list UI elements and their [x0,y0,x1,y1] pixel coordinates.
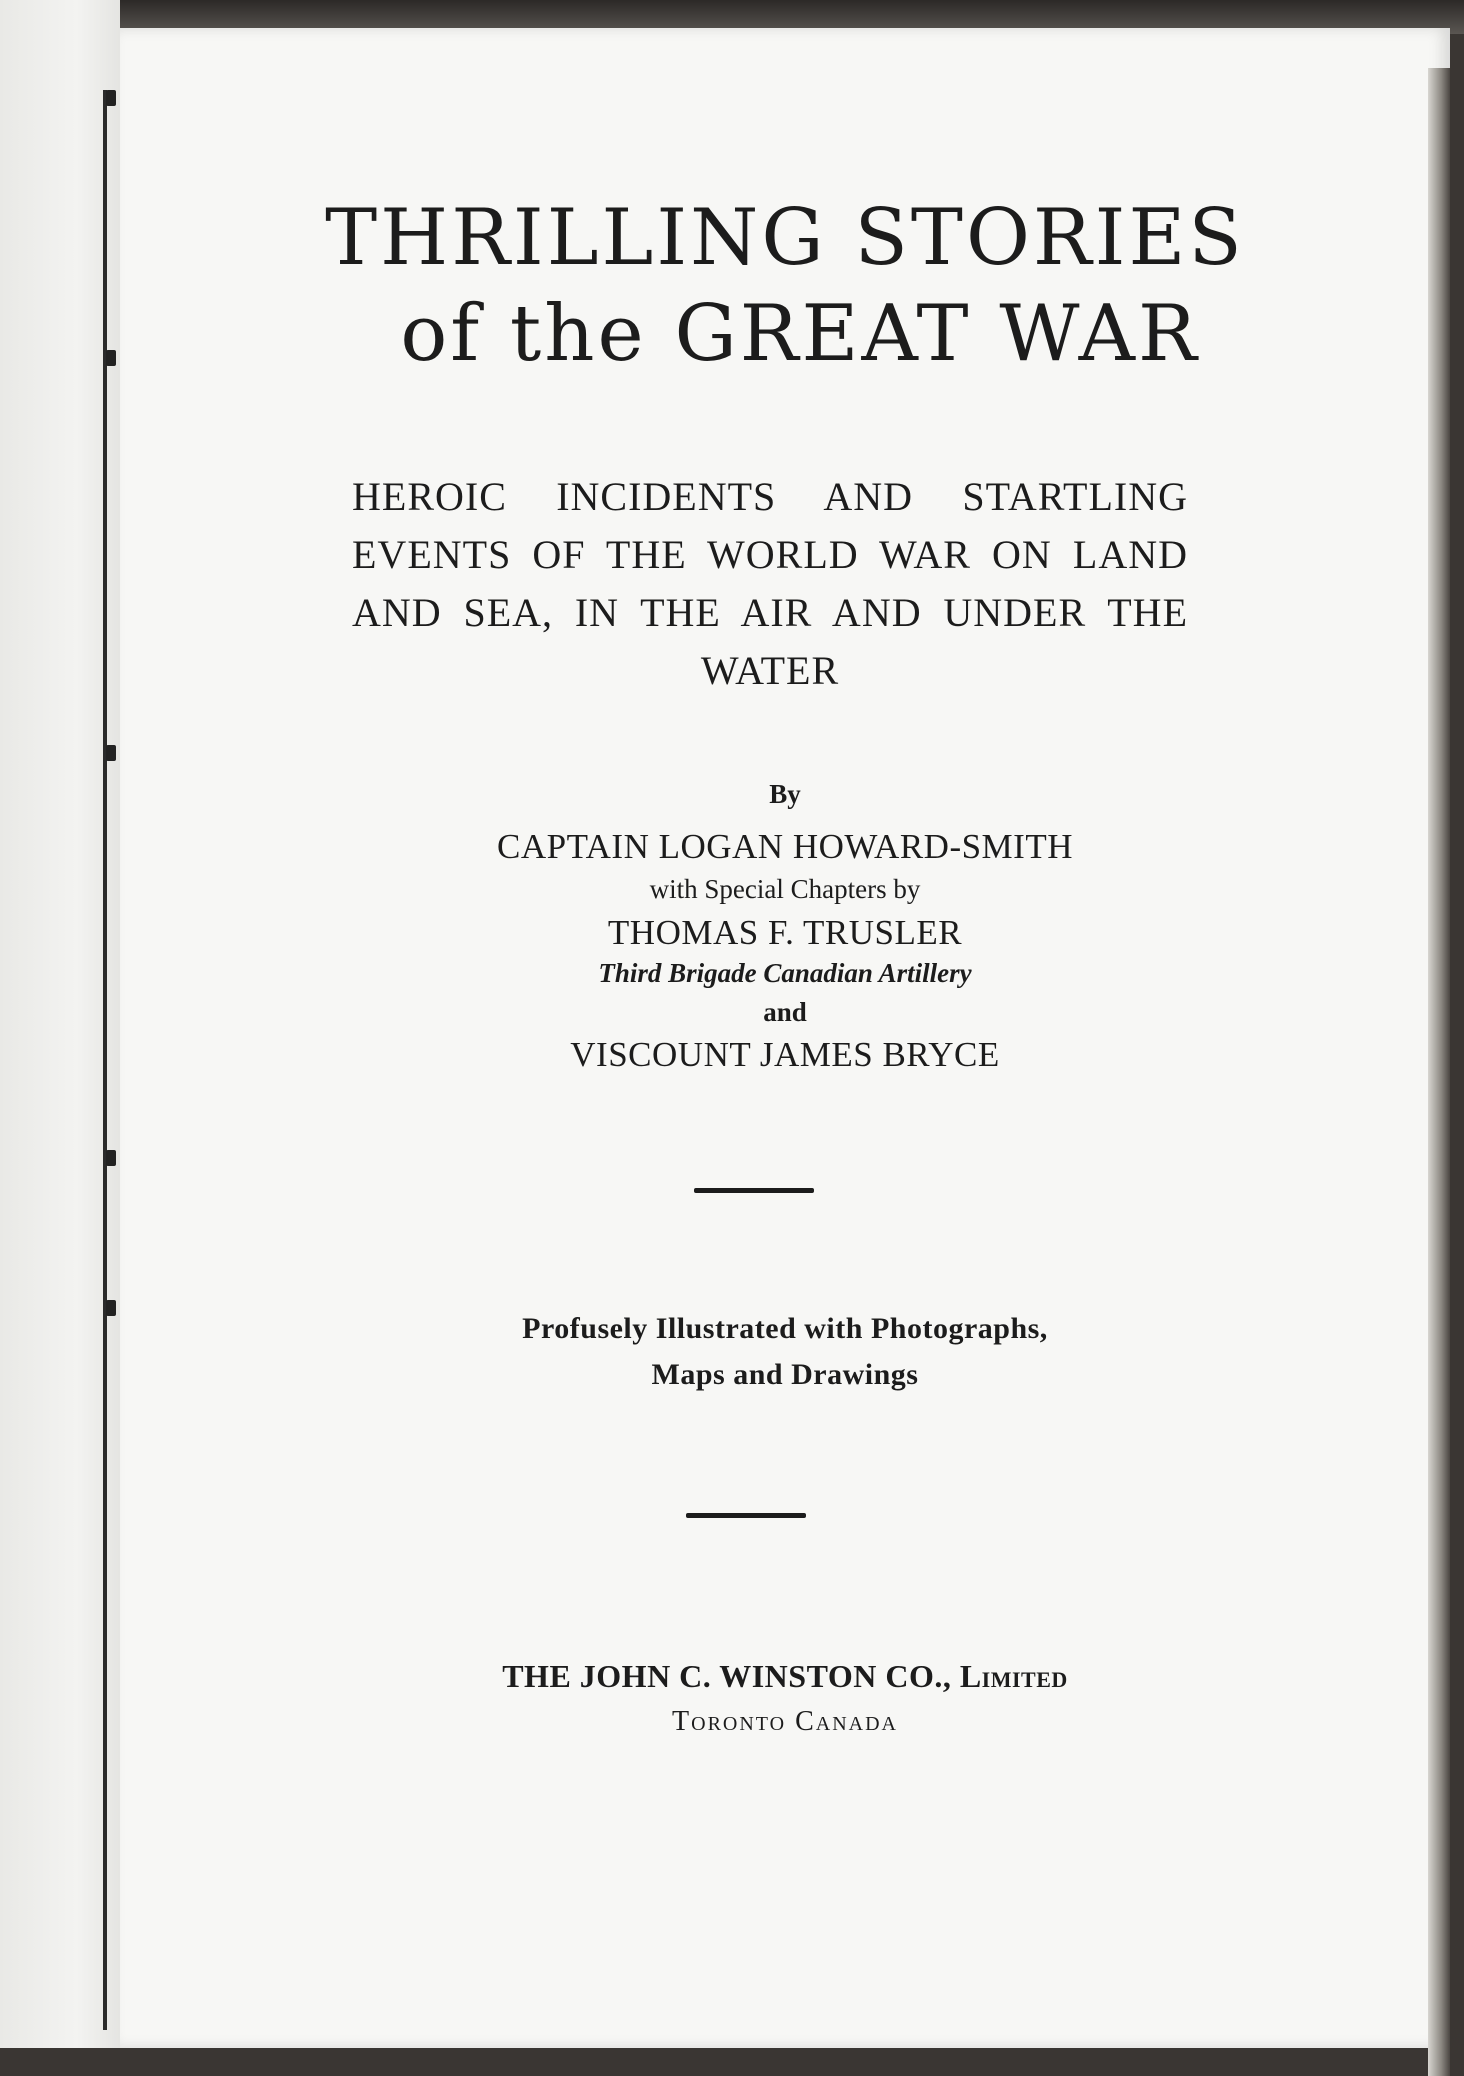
by-label: By [769,779,801,809]
publisher-place: Toronto Canada [672,1706,898,1737]
binding-mark [106,90,116,106]
coauthor-name: THOMAS F. TRUSLER [607,913,963,952]
coauthor-affiliation: Third Brigade Canadian Artillery [598,958,972,988]
publisher-name [120,1654,1450,1698]
binding-mark [106,350,116,366]
divider-rule [686,1513,806,1518]
page-binding-line [103,90,107,2030]
divider-rule [694,1188,814,1193]
binding-mark [106,1150,116,1166]
title-line-2: of the GREAT WAR [400,289,1200,379]
illustration-note-line-2: Maps and Drawings [651,1358,919,1391]
previous-page-edge [0,0,128,2048]
illustration-note-line-1: Profusely Illustrated with Photographs, [522,1312,1048,1345]
third-author-name: VISCOUNT JAMES BRYCE [570,1035,1000,1074]
publisher-suffix: Limited [959,1658,1068,1694]
author-name: CAPTAIN LOGAN HOWARD-SMITH [496,827,1073,866]
book-subtitle: HEROIC INCIDENTS AND STARTLING EVENTS OF THE WORLD WAR ON LAND AND SEA, IN THE AIR AND UNDER THE WATER [352,474,1188,693]
publisher-company: THE JOHN C. WINSTON CO., [502,1658,952,1694]
book-title [120,190,1450,382]
special-chapters-label: with Special Chapters by [649,874,921,904]
title-line-1: THRILLING STORIES [325,193,1245,283]
illustration-note [120,1306,1450,1398]
binding-mark [106,1300,116,1316]
and-label: and [763,997,807,1027]
binding-mark [106,745,116,761]
